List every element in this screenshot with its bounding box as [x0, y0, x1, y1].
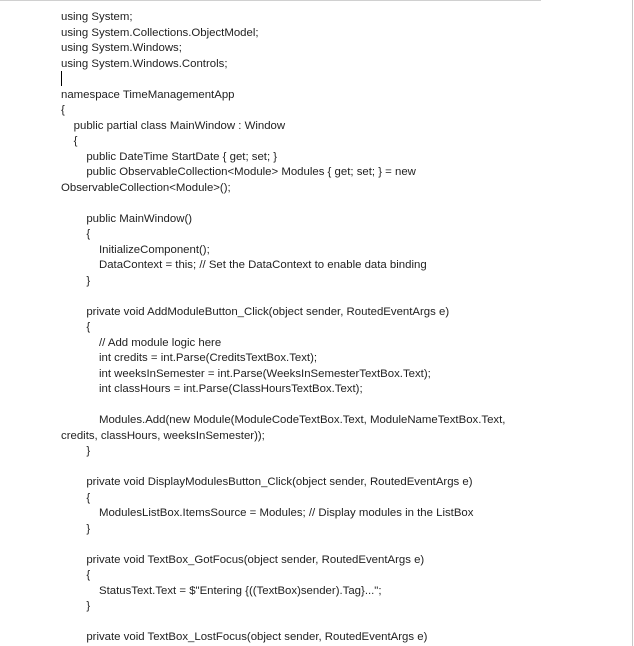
- code-line: InitializeComponent();: [61, 243, 210, 256]
- code-line: int credits = int.Parse(CreditsTextBox.Text);: [61, 352, 318, 364]
- code-line: private void TextBox_LostFocus(object sender, RoutedEventArgs e): [61, 631, 428, 643]
- page-top-border: [0, 0, 541, 1]
- code-line: using System.Windows.Controls;: [61, 57, 228, 70]
- code-line: {: [61, 228, 91, 240]
- code-line: using System.Collections.ObjectModel;: [61, 26, 259, 39]
- code-line: }: [61, 600, 91, 612]
- code-line: // Add module logic here: [61, 336, 222, 349]
- code-line: private void AddModuleButton_Click(object sender, RoutedEventArgs e): [61, 305, 450, 318]
- code-line: public ObservableCollection<Module> Modules { get; set; } = new: [61, 166, 416, 178]
- code-line: {: [61, 135, 78, 147]
- code-line: using System.Windows;: [61, 42, 182, 54]
- code-line: public MainWindow(): [61, 212, 193, 225]
- code-line: ObservableCollection<Module>();: [61, 181, 231, 194]
- code-line: namespace TimeManagementApp: [61, 88, 235, 101]
- code-line: StatusText.Text = $"Entering {((TextBox)sender).Tag}...";: [61, 584, 382, 597]
- code-line: private void DisplayModulesButton_Click(object sender, RoutedEventArgs e): [61, 476, 473, 488]
- code-line: ModulesListBox.ItemsSource = Modules; // Display modules in the ListBox: [61, 507, 474, 519]
- code-line: {: [61, 491, 91, 504]
- code-line: int weeksInSemester = int.Parse(WeeksInSemesterTextBox.Text);: [61, 367, 431, 380]
- code-line: int classHours = int.Parse(ClassHoursTextBox.Text);: [61, 383, 363, 395]
- code-line: }: [61, 445, 91, 457]
- code-line: private void TextBox_GotFocus(object sender, RoutedEventArgs e): [61, 553, 425, 566]
- page-right-border: [632, 0, 633, 646]
- code-line: {: [61, 321, 91, 333]
- code-line: credits, classHours, weeksInSemester));: [61, 429, 265, 442]
- code-line: public partial class MainWindow : Window: [61, 119, 286, 132]
- code-line: {: [61, 104, 65, 116]
- code-line: }: [61, 274, 91, 287]
- code-line: DataContext = this; // Set the DataContext to enable data binding: [61, 259, 427, 271]
- code-line: {: [61, 569, 91, 581]
- code-line: using System;: [61, 11, 133, 23]
- code-line: public DateTime StartDate { get; set; }: [61, 150, 278, 163]
- code-line: }: [61, 522, 91, 535]
- text-cursor: [61, 71, 62, 86]
- code-line: Modules.Add(new Module(ModuleCodeTextBox.Text, ModuleNameTextBox.Text,: [61, 414, 506, 426]
